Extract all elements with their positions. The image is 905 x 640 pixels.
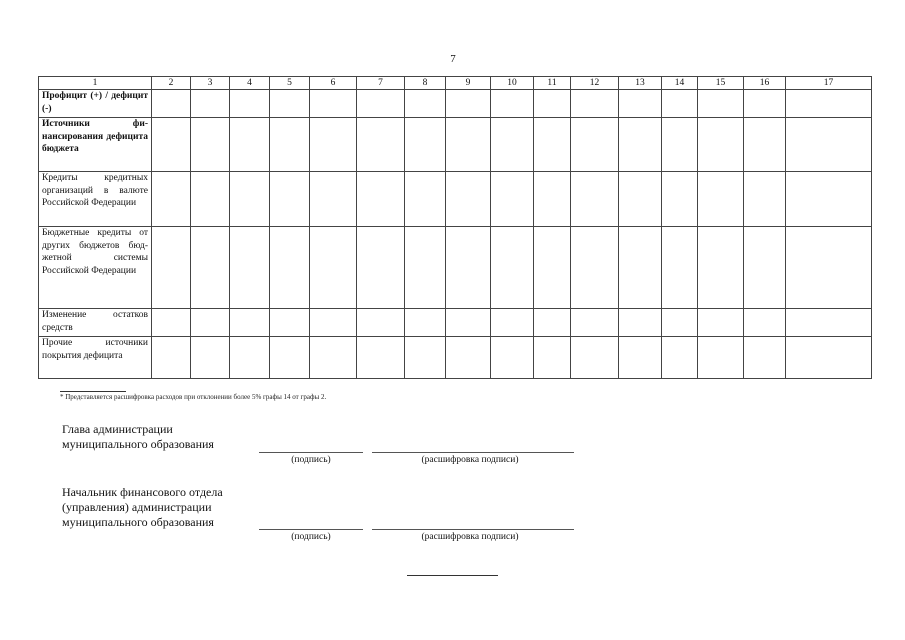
table-cell — [786, 309, 872, 337]
table-cell — [191, 90, 230, 118]
table-cell — [491, 118, 534, 172]
table-cell — [786, 90, 872, 118]
table-cell — [357, 118, 405, 172]
row-label: Профицит (+) / дефицит (-) — [39, 90, 152, 118]
table-cell — [152, 227, 191, 309]
table-cell — [446, 90, 491, 118]
table-cell — [491, 90, 534, 118]
head-signature-title — [62, 422, 214, 452]
table-cell — [405, 90, 446, 118]
footnote-divider — [60, 391, 126, 392]
column-header: 9 — [446, 77, 491, 90]
table-cell — [698, 309, 744, 337]
finance-signature-line — [259, 529, 363, 530]
table-cell — [619, 309, 662, 337]
row-label: Прочие источники покрытия дефицита — [39, 337, 152, 379]
table-cell — [662, 309, 698, 337]
column-header: 7 — [357, 77, 405, 90]
table-cell — [270, 172, 310, 227]
table-cell — [230, 90, 270, 118]
column-header: 5 — [270, 77, 310, 90]
head-decode-caption: (расшифровка подписи) — [421, 455, 519, 465]
table-cell — [230, 337, 270, 379]
head-signature-caption: (подпись) — [291, 455, 331, 465]
column-header: 3 — [191, 77, 230, 90]
signature-title-line: муниципального образования — [62, 515, 214, 529]
table-cell — [571, 309, 619, 337]
table-cell — [230, 172, 270, 227]
column-header: 16 — [744, 77, 786, 90]
column-header: 10 — [491, 77, 534, 90]
table-cell — [744, 337, 786, 379]
table-cell — [191, 118, 230, 172]
table-row — [39, 118, 872, 172]
table-cell — [310, 309, 357, 337]
table-cell — [571, 118, 619, 172]
table-cell — [446, 309, 491, 337]
table-cell — [357, 309, 405, 337]
table-cell — [191, 172, 230, 227]
table-cell — [662, 337, 698, 379]
table-cell — [619, 337, 662, 379]
column-header: 8 — [405, 77, 446, 90]
table-cell — [534, 172, 571, 227]
table-cell — [310, 90, 357, 118]
column-header: 11 — [534, 77, 571, 90]
table-cell — [662, 227, 698, 309]
signature-title-line: муниципального образования — [62, 437, 214, 451]
table-cell — [786, 337, 872, 379]
table-cell — [405, 227, 446, 309]
table-cell — [310, 172, 357, 227]
row-label: Бюджетные кредиты от других бюджетов бюджетной системы Российской Федерации — [39, 227, 152, 309]
signature-title-line: Глава администрации — [62, 422, 173, 436]
table-cell — [446, 118, 491, 172]
table-cell — [491, 309, 534, 337]
table-cell — [491, 227, 534, 309]
table-cell — [571, 337, 619, 379]
table-cell — [446, 227, 491, 309]
table-cell — [357, 90, 405, 118]
finance-decode-line — [372, 529, 574, 530]
table-cell — [191, 227, 230, 309]
budget-table — [38, 76, 872, 379]
table-cell — [619, 172, 662, 227]
table-cell — [230, 118, 270, 172]
table-cell — [405, 172, 446, 227]
table-cell — [270, 90, 310, 118]
page-number: 7 — [450, 53, 456, 65]
table-cell — [310, 118, 357, 172]
row-label: Изменение остатков средств — [39, 309, 152, 337]
table-cell — [152, 90, 191, 118]
table-cell — [744, 309, 786, 337]
table-cell — [571, 90, 619, 118]
table-row — [39, 90, 872, 118]
table-cell — [405, 309, 446, 337]
table-cell — [152, 172, 191, 227]
column-header: 13 — [619, 77, 662, 90]
table-cell — [571, 227, 619, 309]
row-label: Кредиты кредитных организаций в валюте Российской Федерации — [39, 172, 152, 227]
table-cell — [491, 337, 534, 379]
table-cell — [405, 118, 446, 172]
table-cell — [446, 172, 491, 227]
column-header: 6 — [310, 77, 357, 90]
table-row — [39, 172, 872, 227]
table-cell — [270, 337, 310, 379]
table-cell — [230, 227, 270, 309]
table-cell — [491, 172, 534, 227]
table-cell — [662, 172, 698, 227]
table-cell — [698, 337, 744, 379]
column-header: 12 — [571, 77, 619, 90]
table-cell — [534, 309, 571, 337]
table-cell — [698, 118, 744, 172]
table-cell — [270, 118, 310, 172]
table-cell — [619, 90, 662, 118]
table-row — [39, 309, 872, 337]
table-row — [39, 337, 872, 379]
table-cell — [786, 227, 872, 309]
table-cell — [786, 172, 872, 227]
table-cell — [662, 118, 698, 172]
table-cell — [446, 337, 491, 379]
table-cell — [152, 309, 191, 337]
column-header: 17 — [786, 77, 872, 90]
row-label: Источники финансирования дефицита бюджета — [39, 118, 152, 172]
signature-title-line: Начальник финансового отдела — [62, 485, 223, 499]
table-cell — [662, 90, 698, 118]
column-header: 1 — [39, 77, 152, 90]
head-signature-line — [259, 452, 363, 453]
column-header: 14 — [662, 77, 698, 90]
table-cell — [270, 309, 310, 337]
column-header: 4 — [230, 77, 270, 90]
table-cell — [191, 309, 230, 337]
table-cell — [744, 227, 786, 309]
table-cell — [270, 227, 310, 309]
table-cell — [534, 118, 571, 172]
column-number-row — [39, 77, 872, 90]
table-cell — [357, 172, 405, 227]
table-cell — [619, 227, 662, 309]
table-cell — [310, 227, 357, 309]
column-header: 15 — [698, 77, 744, 90]
table-cell — [230, 309, 270, 337]
bottom-divider — [407, 575, 498, 576]
table-cell — [405, 337, 446, 379]
table-cell — [152, 337, 191, 379]
table-cell — [534, 227, 571, 309]
table-row — [39, 227, 872, 309]
signature-title-line: (управления) администрации — [62, 500, 212, 514]
table-cell — [191, 337, 230, 379]
table-cell — [786, 118, 872, 172]
table-cell — [744, 118, 786, 172]
table-cell — [698, 90, 744, 118]
table-cell — [619, 118, 662, 172]
finance-decode-caption: (расшифровка подписи) — [421, 532, 519, 542]
column-header: 2 — [152, 77, 191, 90]
table-cell — [698, 227, 744, 309]
table-cell — [698, 172, 744, 227]
table-cell — [744, 90, 786, 118]
table-cell — [357, 227, 405, 309]
footnote: * Представляется расшифровка расходов при отклонении более 5% графы 14 от графы 2. — [60, 393, 327, 401]
head-decode-line — [372, 452, 574, 453]
table-cell — [744, 172, 786, 227]
table-cell — [357, 337, 405, 379]
table-cell — [534, 90, 571, 118]
table-cell — [571, 172, 619, 227]
finance-signature-caption: (подпись) — [291, 532, 331, 542]
table-cell — [310, 337, 357, 379]
table-cell — [152, 118, 191, 172]
table-cell — [534, 337, 571, 379]
finance-signature-title — [62, 485, 223, 530]
